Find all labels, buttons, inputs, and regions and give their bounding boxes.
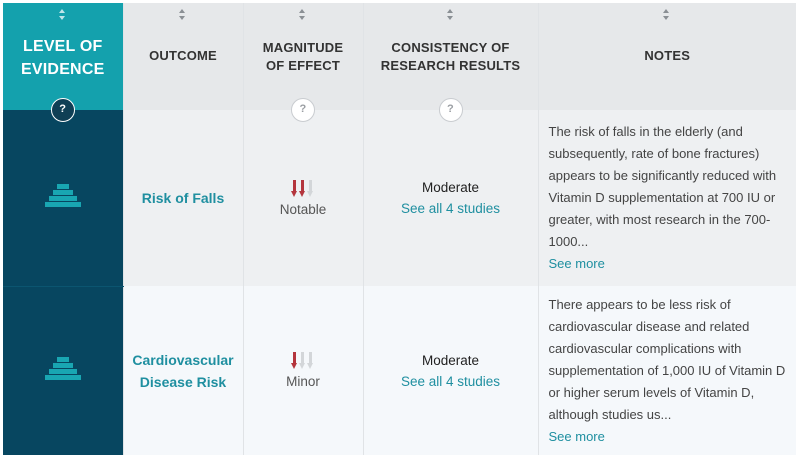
magnitude-header-line2: OF EFFECT: [265, 58, 341, 73]
consistency-cell: [363, 110, 538, 286]
outcome-link-line2: Disease Risk: [139, 373, 227, 390]
consistency-header-line2: RESEARCH RESULTS: [380, 58, 521, 73]
sort-icon[interactable]: [447, 9, 455, 20]
notes-text: The risk of falls in the elderly (and subsequently, rate of bone fractures) appears to be significantly reduced with Vitamin D supplementation at 700 IU or greater, with most research in the 700-1000...: [548, 124, 777, 249]
outcome-header-label: OUTCOME: [149, 48, 217, 63]
notes-header-label: NOTES: [644, 48, 691, 63]
column-header-notes[interactable]: [538, 3, 796, 110]
see-all-studies-link[interactable]: See all 4 studies: [400, 201, 501, 216]
consistency-value: Moderate: [421, 352, 480, 368]
notes-cell: [538, 110, 796, 286]
sort-icon[interactable]: [179, 9, 187, 20]
magnitude-cell: [243, 110, 363, 286]
column-header-outcome[interactable]: [123, 3, 243, 110]
help-icon-level[interactable]: ?: [51, 98, 75, 122]
magnitude-cell: [243, 286, 363, 455]
see-all-studies-link[interactable]: See all 4 studies: [400, 373, 501, 389]
help-icon-magnitude[interactable]: ?: [291, 98, 315, 122]
consistency-cell: [363, 286, 538, 455]
outcome-link[interactable]: [124, 349, 243, 393]
help-icon-consistency[interactable]: ?: [439, 98, 463, 122]
outcome-cell: [123, 110, 243, 286]
notes-cell: [538, 286, 796, 455]
table-row: [3, 110, 796, 286]
see-more-link[interactable]: See more: [548, 428, 605, 444]
magnitude-label: Notable: [279, 201, 327, 217]
level-header-line2: EVIDENCE: [21, 61, 105, 78]
magnitude-label: Minor: [286, 374, 320, 389]
level-of-evidence-cell: [3, 110, 123, 286]
evidence-table-container: [3, 3, 796, 455]
sort-icon[interactable]: [299, 9, 307, 20]
sort-icon[interactable]: [663, 9, 671, 20]
evidence-table: [3, 3, 796, 455]
pyramid-icon: [44, 184, 82, 208]
sort-icon[interactable]: [59, 9, 67, 20]
magnitude-header-line1: MAGNITUDE: [262, 40, 344, 55]
column-header-magnitude[interactable]: [243, 3, 363, 115]
pyramid-icon: [44, 357, 82, 381]
magnitude-arrows-icon: [291, 352, 315, 372]
outcome-cell: [123, 286, 243, 455]
notes-text: There appears to be less risk of cardiovascular disease and related cardiovascular complications with supplementation of 1,000 IU of Vitamin D or higher serum levels of Vitamin D, although studies us...: [548, 296, 786, 422]
table-row: [3, 286, 796, 455]
outcome-link-line1: Risk of Falls: [141, 190, 225, 206]
column-header-consistency[interactable]: [363, 3, 538, 115]
header-row: [3, 3, 796, 110]
see-more-link[interactable]: See more: [548, 256, 605, 271]
magnitude-arrows-icon: [291, 180, 315, 200]
level-header-line1: LEVEL OF: [22, 38, 103, 55]
level-of-evidence-cell: [3, 286, 123, 455]
column-header-level-of-evidence[interactable]: [3, 3, 123, 115]
outcome-link[interactable]: [124, 187, 243, 209]
consistency-value: Moderate: [421, 180, 480, 195]
outcome-link-line1: Cardiovascular: [132, 351, 234, 368]
consistency-header-line1: CONSISTENCY OF: [391, 40, 510, 55]
